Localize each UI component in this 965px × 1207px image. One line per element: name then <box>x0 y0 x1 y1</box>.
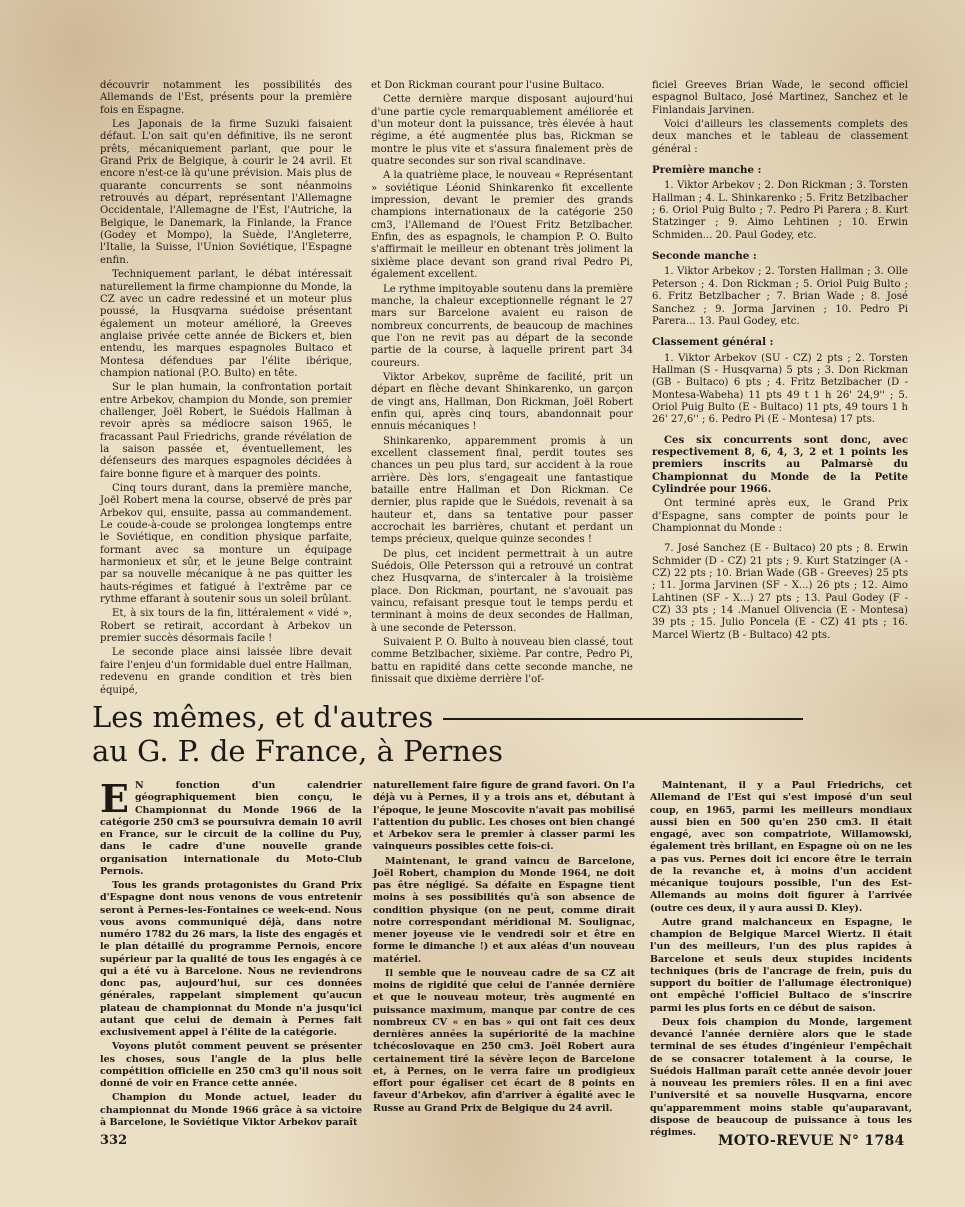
paragraph: Tous les grands protagonistes du Grand Prix d'Espagne dont nous venons de vous entretenir seront à Pernes-les-Fontaines ce week-end. Nous vous avons communiqué déjà, dans notre numéro 1782 du 26 mars, la liste des engagés et le plan détaillé du programme Pernois, encore supérieur par la qualité de tous les engagés à ce qui a été vu à Barcelone. Nous ne reviendrons donc pas, aujourd'hui, sur ces données générales, rappelant simplement qu'aucun plateau de championnat du Monde n'a jusqu'ici autant que celui de demain à Pernes fait exclusivement appel à l'élite de la catégorie. <box>100 880 362 1038</box>
dropcap: E <box>100 776 129 821</box>
article-column-2 <box>371 80 633 689</box>
results-heading-general: Classement général : <box>652 336 774 349</box>
results-others: 7. José Sanchez (E - Bultaco) 20 pts ; 8. Erwin Schmider (D - CZ) 21 pts ; 9. Kurt Statzinger (A - CZ) 22 pts ; 10. Brian Wade (GB - Greeves) 25 pts ; 11. Jorma Jarvinen (SF - X...) 26 pts ; 12. Aimo Lahtinen (SF - X...) 27 pts ; 13. Paul Godey (F - CZ) 33 pts ; 14 .Manuel Olivencia (E - Montesa) 39 pts ; 15. Julio Poncela (E - CZ) 41 pts ; 16. Marcel Wiertz (B - Bultaco) 42 pts. <box>652 543 908 641</box>
magazine-issue: MOTO-REVUE N° 1784 <box>718 1133 905 1149</box>
results-note-bold: Ces six concurrents sont donc, avec respectivement 8, 6, 4, 3, 2 et 1 points les premiers inscrits au Palmarsè du Championnat du Monde de la Petite Cylindrée pour 1966. <box>652 434 908 495</box>
results-note: Ont terminé après eux, le Grand Prix d'Espagne, sans compter de points pour le Championnat du Monde : <box>652 498 908 534</box>
paragraph: Maintenant, le grand vaincu de Barcelone, Joël Robert, champion du Monde 1964, ne doit pas être négligé. Sa défaite en Espagne tient moins à ses possibilités qu'à son absence de condition physique (on ne peut, comme dirait notre correspondant méridional M. Soulignac, mener joyeuse vie le vendredi soir et être en forme le dimanche !) et aux aléas d'un nouveau matériel. <box>373 855 635 965</box>
paragraph: N fonction d'un calendrier géographiquement bien conçu, le Championnat du Monde 1966 de la catégorie 250 cm3 se poursuivra demain 10 avril en France, sur le circuit de la colline du Puy, dans le cadre d'une nouvelle grande organisation internationale du Moto-Club Pernois. <box>100 780 362 877</box>
results-heading-manche2: Seconde manche : <box>652 250 757 263</box>
second-article-column-2 <box>373 780 635 1117</box>
paragraph: Maintenant, il y a Paul Friedrichs, cet Allemand de l'Est qui s'est imposé d'un seul coup, en 1965, parmi les meilleurs mondiaux aussi bien en 500 qu'en 250 cm3. Il était engagé, avec son compatriote, Willamowski, également très brillant, en Espagne où on ne les a pas vus. Pernes doit ici encore être le terrain de la revanche et, à moins d'un accident mécanique toujours possible, l'un des Est-Allemands au moins doit figurer à l'arrivée (outre ces deux, il y aura aussi D. Kley). <box>650 780 912 914</box>
article-headline <box>92 700 912 768</box>
paragraph: Sur le plan humain, la confrontation portait entre Arbekov, champion du Monde, son premier challenger, Joël Robert, le Suédois Hallman à revoir après sa médiocre saison 1965, le fracassant Paul Friedrichs, grande révélation de la saison passée et, éventuellement, les défenseurs des marques espagnoles décidées à faire bonne figure et à marquer des points. <box>100 382 352 480</box>
second-article-column-1 <box>100 776 362 1131</box>
paragraph: De plus, cet incident permettrait à un autre Suédois, Olle Petersson qui a retrouvé un contrat chez Husqvarna, de s'intercaler à la troisième place. Don Rickman, pourtant, ne s'avouait pas vaincu, refaisant presque tout le temps perdu et terminant à moins de deux secondes de Hallman, à une seconde de Petersson. <box>371 548 633 634</box>
headline-rule <box>443 718 803 720</box>
paragraph: A la quatrième place, le nouveau « Représentant » soviétique Léonid Shinkarenko fit excellente impression, devant le premier des grands champions internationaux de la catégorie 250 cm3, l'Allemand de l'Ouest Fritz Betzlbacher. Enfin, des as espagnols, le champion P. O. Bulto s'affirmait le meilleur en obtenant très joliment la sixième place devant son grand rival Pedro Pi, également excellent. <box>371 170 633 281</box>
paragraph: Il semble que le nouveau cadre de sa CZ ait moins de rigidité que celui de l'année dernière et que le nouveau moteur, très augmenté en puissance maximum, manque par contre de ces nombreux CV « en bas » qui ont fait ces deux dernières années la supériorité de la machine tchécoslovaque en 250 cm3. Joël Robert aura certainement tiré la sévère leçon de Barcelone et, à Pernes, on le verra faire un prodigieux effort pour égaliser cet écart de 8 points en faveur d'Arbekov, afin d'arriver à égalité avec le Russe au Grand Prix de Belgique du 24 avril. <box>373 967 635 1114</box>
paragraph: Techniquement parlant, le débat intéressait naturellement la firme championne du Monde, la CZ avec un cadre redessiné et un moteur plus poussé, la Husqvarna suédoise présentant également un moteur amélioré, la Greeves anglaise privée cette année de Bickers et, bien entendu, les marques espagnoles Bultaco et Montesa défendues par l'élite ibérique, champion national (P.O. Bulto) en tête. <box>100 269 352 379</box>
paragraph: Voyons plutôt comment peuvent se présenter les choses, sous l'angle de la plus belle compétition officielle en 250 cm3 qu'il nous soit donné de voir en France cette année. <box>100 1041 362 1089</box>
results-heading-manche1: Première manche : <box>652 164 762 177</box>
paragraph: Autre grand malchanceux en Espagne, le champion de Belgique Marcel Wiertz. Il était l'un des meilleurs, l'un des plus rapides à Barcelone et seuls deux stupides incidents techniques (bris de l'ancrage de frein, puis du support du boîtier de l'allumage électronique) ont empêché l'officiel Bultaco de s'inscrire parmi les plus forts en ce début de saison. <box>650 916 912 1014</box>
article-column-1 <box>100 80 352 699</box>
paragraph: ficiel Greeves Brian Wade, le second officiel espagnol Bultaco, José Martinez, Sanchez et le Finlandais Jarvinen. <box>652 80 908 116</box>
paragraph: Champion du Monde actuel, leader du championnat du Monde 1966 grâce à sa victoire à Barcelone, le Soviétique Viktor Arbekov paraît <box>100 1092 362 1128</box>
paragraph: Et, à six tours de la fin, littéralement « vidé », Robert se retirait, accordant à Arbekov un premier succès désormais facile ! <box>100 608 352 645</box>
results-general: 1. Viktor Arbekov (SU - CZ) 2 pts ; 2. Torsten Hallman (S - Husqvarna) 5 pts ; 3. Don Rickman (GB - Bultaco) 6 pts ; 4. Fritz Betzlbacher (D - Montesa-Wabeha) 11 pts 49 t 1 h 26' 24,9'' ; 5. Oriol Puig Bulto (E - Bultaco) 11 pts, 49 tours 1 h 26' 27,6'' ; 6. Pedro Pi (E - Montesa) 17 pts. <box>652 352 908 426</box>
headline-line-2: au G. P. de France, à Pernes <box>92 734 504 768</box>
paragraph: Le seconde place ainsi laissée libre devait faire l'enjeu d'un formidable duel entre Hallman, redevenu en grande condition et très bien équipé, <box>100 647 352 696</box>
paragraph: Deux fois champion du Monde, largement devancé l'année dernière alors que le stade terminal de ses études d'ingénieur l'empêchait de se consacrer totalement à la course, le Suédois Hallman paraît cette année devoir jouer à nouveau les premiers rôles. Il en a fini avec l'université et sa nouvelle Husqvarna, encore qu'apparemment moins stable qu'auparavant, dispose de beaucoup de puissance à tous les régimes. <box>650 1016 912 1138</box>
paragraph: Cette dernière marque disposant aujourd'hui d'une partie cycle remarquablement améliorée et d'un moteur dont la puissance, très élevée à haut régime, a été augmentée plus bas, Rickman se montre le plus vite et s'assura finalement près de quatre secondes sur son rival scandinave. <box>371 94 633 168</box>
paragraph: Suivaient P. O. Bulto à nouveau bien classé, tout comme Betzlbacher, sixième. Par contre, Pedro Pi, battu en rapidité dans cette seconde manche, ne finissait que dixième derrière l'of- <box>371 637 633 686</box>
results-manche2: 1. Viktor Arbekov ; 2. Torsten Hallman ; 3. Olle Peterson ; 4. Don Rickman ; 5. Oriol Puig Bulto ; 6. Fritz Betzlbacher ; 7. Brian Wade ; 8. José Sanchez ; 9. Jorma Jarvinen ; 10. Pedro Pi Parera... 13. Paul Godey, etc. <box>652 266 908 327</box>
paragraph: Voici d'ailleurs les classements complets des deux manches et le tableau de classement général : <box>652 119 908 155</box>
paragraph: et Don Rickman courant pour l'usine Bultaco. <box>371 80 605 91</box>
paragraph: Shinkarenko, apparemment promis à un excellent classement final, perdit toutes ses chances un peu plus tard, sur accident à la roue arrière. Dès lors, s'engageait une fantastique bataille entre Hallman et Don Rickman. Ce dernier, plus rapide que le Suédois, revenait à sa hauteur et, dans sa tentative pour passer accrochait les barrières, chutant et perdant un temps précieux, quelque quinze secondes ! <box>371 435 633 546</box>
paragraph: naturellement faire figure de grand favori. On l'a déjà vu à Pernes, il y a trois ans et, débutant à l'époque, le jeune Moscovite n'avait pas mobilisé l'attention du public. Les choses ont bien changé et Arbekov sera le premier à classer parmi les vainqueurs possibles cette fois-ci. <box>373 780 635 853</box>
article-column-3 <box>652 80 908 644</box>
paragraph: découvrir notamment les possibilités des Allemands de l'Est, présents pour la première fois en Espagne. <box>100 80 352 116</box>
paragraph: Les Japonais de la firme Suzuki faisaient défaut. L'on sait qu'en définitive, ils ne seront prêts, mécaniquement parlant, que pour le Grand Prix de Belgique, à courir le 24 avril. Et encore n'est-ce là qu'une prévision. Mais plus de quarante concurrents se sont néanmoins retrouvés au départ, représentant l'Allemagne Occidentale, l'Allemagne de l'Est, l'Autriche, la Belgique, le Danemark, la Finlande, la France (Godey et Mompo), la Suède, l'Angleterre, l'Italie, la Suisse, l'Union Soviétique, l'Espagne enfin. <box>100 119 352 266</box>
second-article-column-3 <box>650 780 912 1141</box>
page-number: 332 <box>100 1133 128 1148</box>
paragraph: Cinq tours durant, dans la première manche, Joël Robert mena la course, observé de près par Arbekov qui, ensuite, passa au commandement. Le coude-à-coude se prolongea longtemps entre le Soviétique, en condition physique parfaite, formant avec sa monture un équipage harmonieux et sûr, et le jeune Belge contraint par sa nouvelle mécanique à ne pas quitter les hauts-régimes et fatigué à l'extrême par ce rythme effarant à soutenir sous un soleil brûlant. <box>100 483 352 606</box>
paragraph: Viktor Arbekov, suprême de facilité, prit un départ en flèche devant Shinkarenko, un garçon de vingt ans, Hallman, Don Rickman, Joël Robert enfin qui, après cinq tours, abandonnait pour ennuis mécaniques ! <box>371 371 633 433</box>
headline-line-1: Les mêmes, et d'autres <box>92 700 434 734</box>
results-manche1: 1. Viktor Arbekov ; 2. Don Rickman ; 3. Torsten Hallman ; 4. L. Shinkarenko ; 5. Fritz Betzlbacher ; 6. Oriol Puig Bulto ; 7. Pedro Pi Parera ; 8. Kurt Statzinger ; 9. Aimo Lehtinen ; 10. Erwin Schmiden... 20. Paul Godey, etc. <box>652 180 908 241</box>
paragraph: Le rythme impitoyable soutenu dans la première manche, la chaleur exceptionnelle régnant le 27 mars sur Barcelone avaient eu raison de nombreux concurrents, de beaucoup de machines que l'on ne revit pas au départ de la seconde partie de la course, à laquelle prirent part 34 coureurs. <box>371 283 633 369</box>
